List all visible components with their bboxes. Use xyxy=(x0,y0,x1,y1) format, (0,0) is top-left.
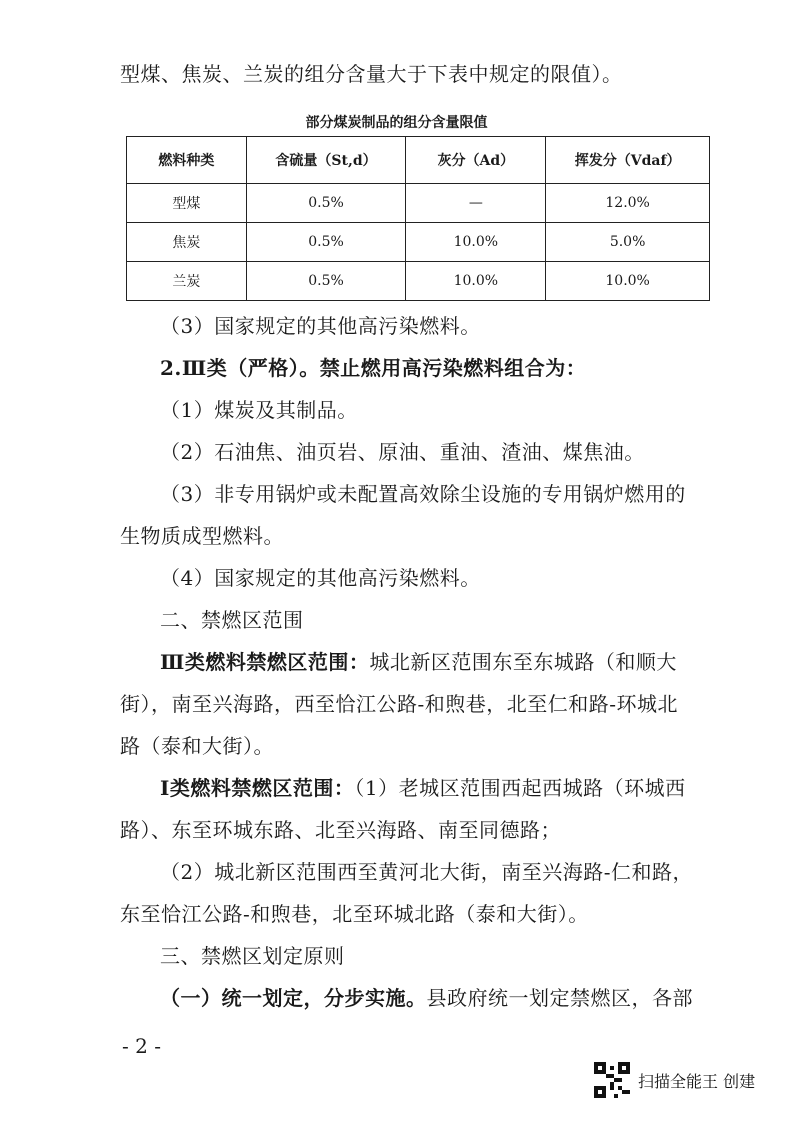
paragraph: 路）、东至环城东路、北至兴海路、南至同德路； xyxy=(120,818,561,842)
paragraph: （2）石油焦、油页岩、原油、重油、渣油、煤焦油。 xyxy=(160,440,645,464)
paragraph-lead: Ⅲ类燃料禁燃区范围： xyxy=(160,650,370,674)
paragraph: 生物质成型燃料。 xyxy=(120,524,284,548)
intro-line: 型煤、焦炭、兰炭的组分含量大于下表中规定的限值）。 xyxy=(120,62,623,86)
scanner-watermark xyxy=(594,1062,755,1098)
header-sulfur: 含硫量（St,d） xyxy=(246,137,406,184)
paragraph-text: 县政府统一划定禁燃区，各部 xyxy=(426,986,693,1010)
table-header-row xyxy=(127,137,710,184)
cell-sulfur: 0.5% xyxy=(246,223,406,262)
header-volatile: 挥发分（Vdaf） xyxy=(546,137,710,184)
header-ash: 灰分（Ad） xyxy=(406,137,546,184)
cell-volatile: 12.0% xyxy=(546,184,710,223)
table-caption: 部分煤炭制品的组分含量限值 xyxy=(305,115,488,131)
paragraph: 街），南至兴海路，西至恰江公路-和煦巷，北至仁和路-环城北 xyxy=(120,692,679,716)
cell-fuel: 焦炭 xyxy=(127,223,247,262)
table-row xyxy=(127,184,710,223)
paragraph: 路（泰和大街）。 xyxy=(120,734,274,758)
paragraph: （2）城北新区范围西至黄河北大街，南至兴海路-仁和路， xyxy=(160,860,693,884)
paragraph xyxy=(160,984,760,1012)
qr-code-icon xyxy=(594,1062,630,1098)
section-heading: 2.Ⅲ类（严格）。禁止燃用高污染燃料组合为： xyxy=(160,356,587,380)
cell-volatile: 10.0% xyxy=(546,262,710,301)
limits-table xyxy=(126,136,710,301)
cell-volatile: 5.0% xyxy=(546,223,710,262)
cell-sulfur: 0.5% xyxy=(246,262,406,301)
cell-ash: — xyxy=(406,184,546,223)
cell-fuel: 型煤 xyxy=(127,184,247,223)
paragraph-text: （1）老城区范围西起西城路（环城西 xyxy=(354,776,686,800)
section-heading: 三、禁燃区划定原则 xyxy=(160,944,345,968)
paragraph xyxy=(160,774,760,802)
paragraph-lead: （一）统一划定，分步实施。 xyxy=(160,986,427,1010)
cell-fuel: 兰炭 xyxy=(127,262,247,301)
cell-sulfur: 0.5% xyxy=(246,184,406,223)
paragraph: （3）国家规定的其他高污染燃料。 xyxy=(160,314,481,338)
table-row xyxy=(127,262,710,301)
cell-ash: 10.0% xyxy=(406,223,546,262)
paragraph-text: 城北新区范围东至东城路（和顺大 xyxy=(369,650,677,674)
paragraph-lead: Ⅰ类燃料禁燃区范围： xyxy=(160,776,355,800)
page-number: - 2 - xyxy=(122,1034,161,1058)
paragraph: （4）国家规定的其他高污染燃料。 xyxy=(160,566,481,590)
paragraph: （1）煤炭及其制品。 xyxy=(160,398,358,422)
header-fuel-type: 燃料种类 xyxy=(127,137,247,184)
paragraph: （3）非专用锅炉或未配置高效除尘设施的专用锅炉燃用的 xyxy=(160,482,686,506)
watermark-text: 扫描全能王 创建 xyxy=(638,1071,756,1091)
section-heading: 二、禁燃区范围 xyxy=(160,608,304,632)
paragraph xyxy=(160,648,760,676)
cell-ash: 10.0% xyxy=(406,262,546,301)
paragraph: 东至恰江公路-和煦巷，北至环城北路（泰和大街）。 xyxy=(120,902,589,926)
table-row xyxy=(127,223,710,262)
